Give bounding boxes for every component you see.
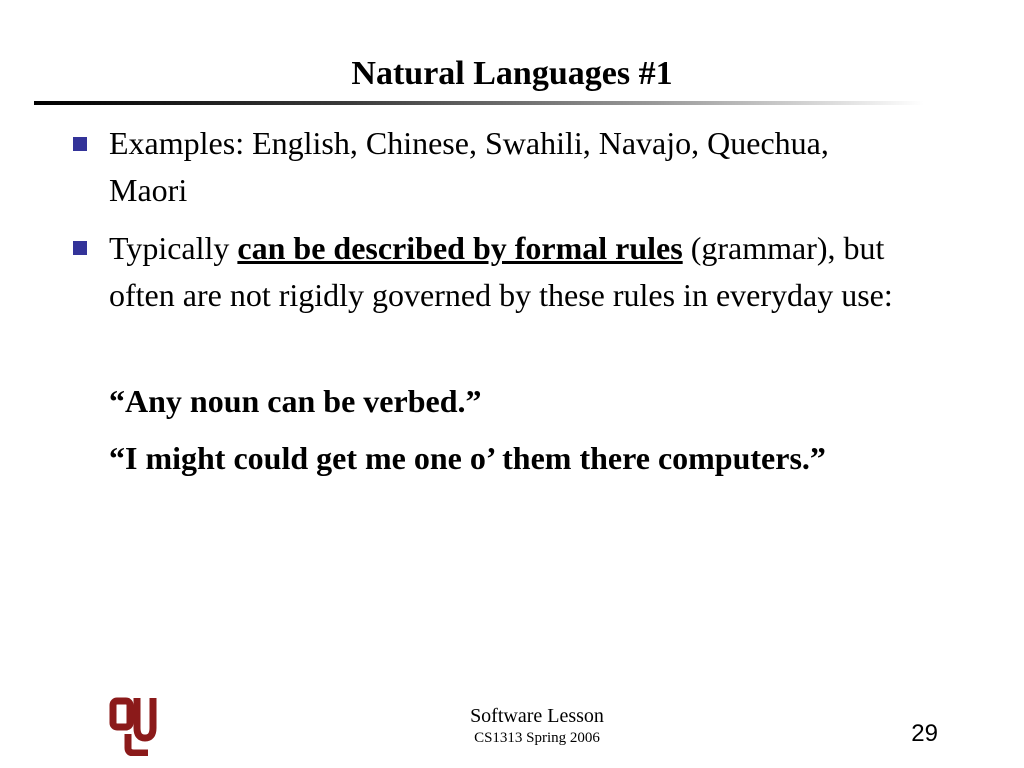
footer-course-term: CS1313 Spring 2006	[474, 730, 600, 746]
footer-course-name: Software Lesson	[470, 705, 604, 727]
page-number: 29	[911, 720, 938, 747]
bullet-square-icon	[73, 137, 87, 151]
slide-title: Natural Languages #1	[351, 55, 673, 92]
title-underline-rule	[34, 101, 924, 105]
quote-noun-verbed: “Any noun can be verbed.”	[109, 383, 482, 419]
ou-logo-icon	[108, 694, 158, 756]
quote-might-could: “I might could get me one o’ them there computers.”	[109, 440, 826, 476]
bullet-typically-lead: Typically	[109, 230, 238, 266]
bullet-examples: Examples: English, Chinese, Swahili, Navajo, Quechua, Maori	[109, 125, 829, 208]
bullet-typically-emphasis: can be described by formal rules	[237, 230, 683, 266]
bullet-square-icon	[73, 241, 87, 255]
bullet-typically	[109, 225, 909, 319]
bullet-typically-rest: (grammar), but often are not rigidly governed by these rules in everyday use:	[109, 230, 893, 313]
